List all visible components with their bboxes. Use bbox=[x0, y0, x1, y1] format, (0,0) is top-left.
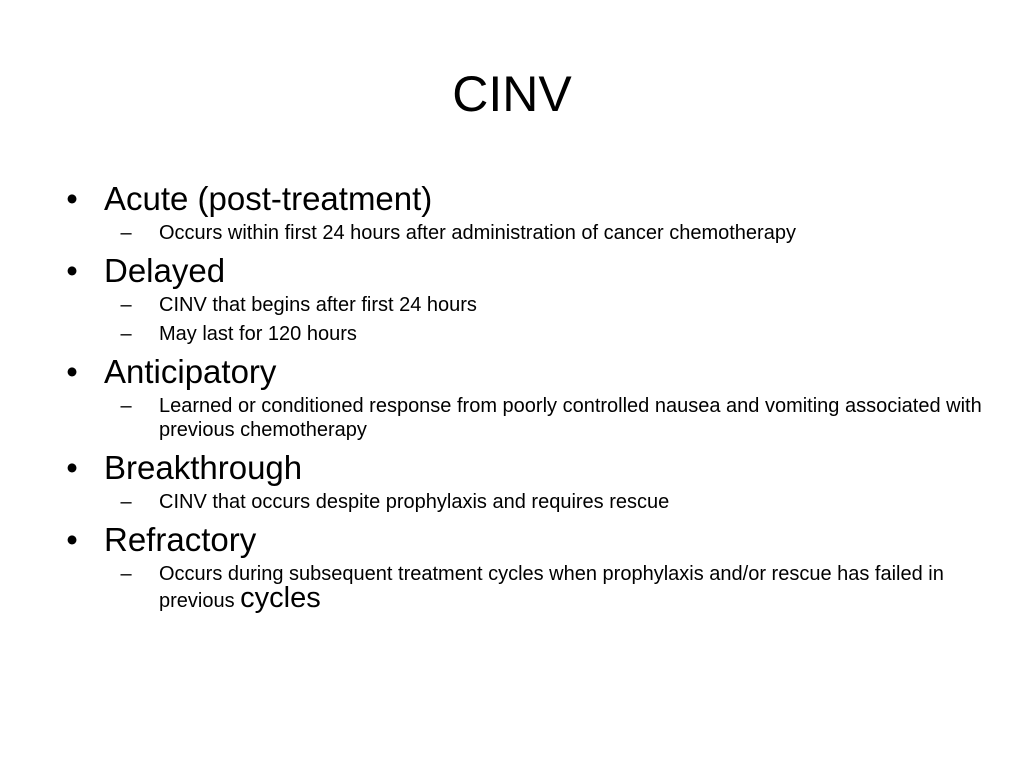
dash-icon: – bbox=[120, 563, 132, 585]
sub-bullet bbox=[62, 394, 982, 442]
bullet-icon: • bbox=[66, 449, 78, 486]
sub-bullet-text: Occurs during subsequent treatment cycles when prophylaxis and/or rescue has failed in previous bbox=[159, 563, 944, 612]
sub-bullet bbox=[62, 293, 982, 317]
heading-text: Anticipatory bbox=[104, 353, 277, 390]
bullet-icon: • bbox=[66, 353, 78, 390]
list-item-delayed bbox=[62, 250, 982, 346]
bullet-heading bbox=[62, 519, 982, 561]
heading-text: Acute (post-treatment) bbox=[104, 180, 433, 217]
sub-bullet-text: CINV that occurs despite prophylaxis and requires rescue bbox=[159, 491, 670, 513]
dash-icon: – bbox=[120, 323, 132, 345]
sub-bullet-text: CINV that begins after first 24 hours bbox=[159, 294, 477, 316]
sub-bullet bbox=[62, 562, 982, 613]
list-item-anticipatory bbox=[62, 351, 982, 442]
bullet-heading bbox=[62, 250, 982, 292]
sub-bullet-text: Learned or conditioned response from poorly controlled nausea and vomiting associated with previous chemotherapy bbox=[159, 395, 982, 441]
dash-icon: – bbox=[120, 395, 132, 417]
sub-bullet-text-large: cycles bbox=[240, 582, 321, 614]
bullet-icon: • bbox=[66, 521, 78, 558]
dash-icon: – bbox=[120, 294, 132, 316]
list-item-refractory bbox=[62, 519, 982, 613]
bullet-list bbox=[62, 178, 982, 618]
sub-bullet bbox=[62, 322, 982, 346]
heading-text: Breakthrough bbox=[104, 449, 303, 486]
sub-bullet bbox=[62, 490, 982, 514]
heading-text: Refractory bbox=[104, 521, 257, 558]
bullet-heading bbox=[62, 351, 982, 393]
dash-icon: – bbox=[120, 222, 132, 244]
bullet-icon: • bbox=[66, 180, 78, 217]
sub-bullet bbox=[62, 221, 982, 245]
slide-title: CINV bbox=[452, 66, 572, 122]
bullet-icon: • bbox=[66, 252, 78, 289]
bullet-heading bbox=[62, 447, 982, 489]
list-item-acute bbox=[62, 178, 982, 245]
list-item-breakthrough bbox=[62, 447, 982, 514]
sub-bullet-text: Occurs within first 24 hours after administration of cancer chemotherapy bbox=[159, 222, 796, 244]
heading-text: Delayed bbox=[104, 252, 226, 289]
sub-bullet-text: May last for 120 hours bbox=[159, 323, 357, 345]
dash-icon: – bbox=[120, 491, 132, 513]
bullet-heading bbox=[62, 178, 982, 220]
